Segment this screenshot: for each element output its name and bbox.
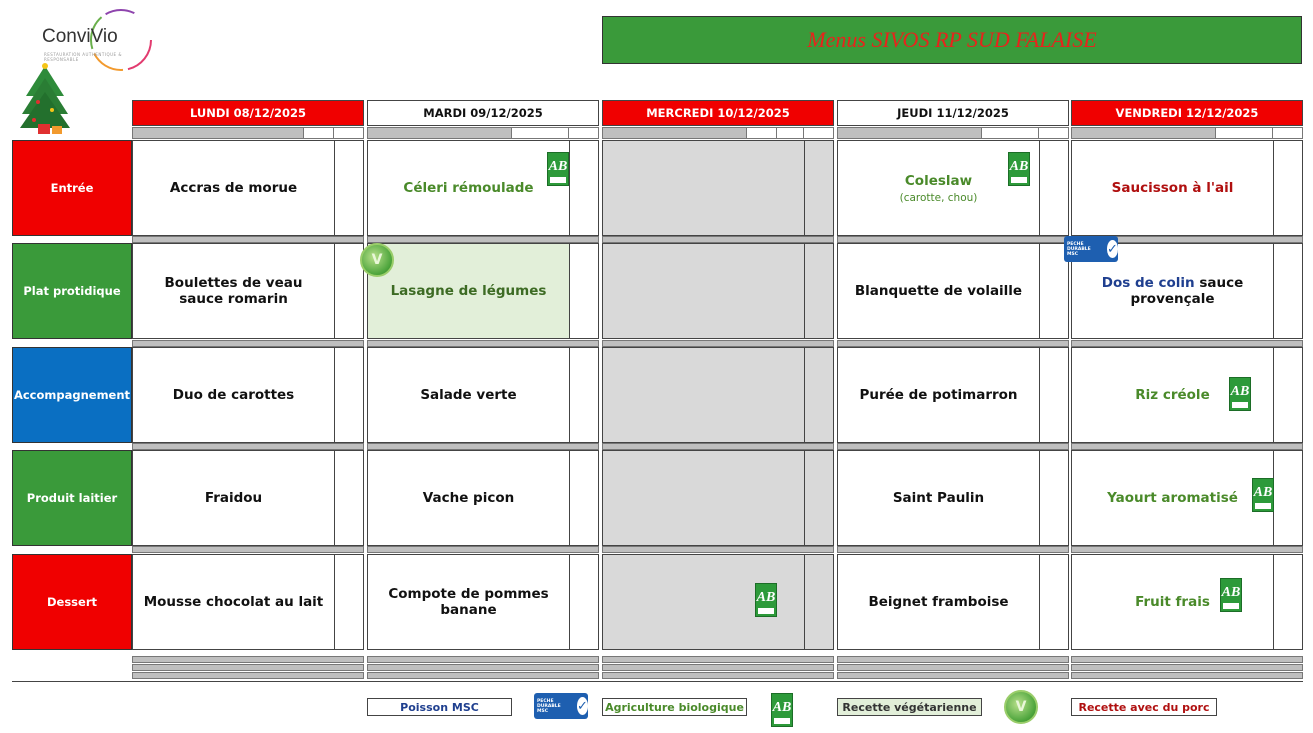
logo-text: ConviVio bbox=[42, 26, 118, 47]
ab-bio-icon: AB bbox=[1220, 578, 1242, 612]
row-separator bbox=[837, 236, 1069, 243]
row-separator bbox=[367, 340, 599, 347]
menu-cell bbox=[132, 347, 364, 443]
msc-fish-icon: PECHE DURABLE MSC ✓ bbox=[534, 693, 588, 719]
menu-title-banner bbox=[602, 16, 1302, 64]
day-header-lundi: LUNDI 08/12/2025 bbox=[132, 100, 364, 126]
day-header-mercredi: MERCREDI 10/12/2025 bbox=[602, 100, 834, 126]
menu-cell bbox=[837, 554, 1069, 650]
legend-vegetarian: Recette végétarienne bbox=[837, 698, 982, 716]
bottom-stripes bbox=[132, 656, 364, 679]
row-separator bbox=[837, 340, 1069, 347]
menu-cell-empty bbox=[602, 347, 834, 443]
menu-cell bbox=[367, 347, 599, 443]
row-label-produit-laitier: Produit laitier bbox=[12, 450, 132, 546]
dish-name: Beignet framboise bbox=[838, 555, 1040, 649]
dish-name bbox=[603, 244, 805, 338]
row-label-plat: Plat protidique bbox=[12, 243, 132, 339]
menu-cell bbox=[132, 554, 364, 650]
menu-cell bbox=[837, 450, 1069, 546]
dish-name: Boulettes de veau sauce romarin bbox=[133, 244, 335, 338]
row-separator bbox=[602, 340, 834, 347]
dish-detail: (carotte, chou) bbox=[899, 191, 978, 204]
dish-name: Céleri rémoulade bbox=[368, 141, 570, 235]
dish-name bbox=[603, 141, 805, 235]
menu-cell bbox=[1071, 554, 1303, 650]
menu-cell-empty bbox=[602, 554, 834, 650]
dish-name: Saucisson à l'ail bbox=[1072, 141, 1274, 235]
row-separator bbox=[367, 236, 599, 243]
dish-name: Riz créole bbox=[1072, 348, 1274, 442]
row-separator bbox=[132, 340, 364, 347]
ab-bio-icon: AB bbox=[1229, 377, 1251, 411]
dish-name: Duo de carottes bbox=[133, 348, 335, 442]
legend-porc: Recette avec du porc bbox=[1071, 698, 1217, 716]
menu-cell bbox=[132, 450, 364, 546]
menu-cell bbox=[837, 347, 1069, 443]
bottom-stripes bbox=[602, 656, 834, 679]
menu-title: Menus SIVOS RP SUD FALAISE bbox=[807, 27, 1097, 52]
row-separator bbox=[367, 443, 599, 450]
bottom-stripes bbox=[837, 656, 1069, 679]
ab-bio-icon: AB bbox=[547, 152, 569, 186]
subheader-bar bbox=[132, 127, 364, 139]
dish-name bbox=[603, 451, 805, 545]
ab-bio-icon: AB bbox=[755, 583, 777, 617]
row-label-entree: Entrée bbox=[12, 140, 132, 236]
vegetarian-icon: V bbox=[360, 243, 394, 277]
bottom-stripes bbox=[1071, 656, 1303, 679]
row-separator bbox=[602, 443, 834, 450]
menu-cell-empty bbox=[602, 243, 834, 339]
day-header-mardi: MARDI 09/12/2025 bbox=[367, 100, 599, 126]
msc-fish-icon: PECHE DURABLE MSC ✓ bbox=[1064, 236, 1118, 262]
row-separator bbox=[1071, 340, 1303, 347]
row-separator bbox=[602, 546, 834, 553]
subheader-bar bbox=[367, 127, 599, 139]
dish-name: Mousse chocolat au lait bbox=[133, 555, 335, 649]
logo-tagline: RESTAURATION AUTHENTIQUE & RESPONSABLE bbox=[44, 52, 122, 62]
row-separator bbox=[1071, 443, 1303, 450]
row-separator bbox=[837, 443, 1069, 450]
row-separator bbox=[132, 236, 364, 243]
dish-name: Yaourt aromatisé bbox=[1072, 451, 1274, 545]
row-separator bbox=[1071, 546, 1303, 553]
row-separator bbox=[132, 546, 364, 553]
day-header-vendredi: VENDREDI 12/12/2025 bbox=[1071, 100, 1303, 126]
dish-name: Saint Paulin bbox=[838, 451, 1040, 545]
row-separator bbox=[367, 546, 599, 553]
row-separator bbox=[837, 546, 1069, 553]
dish-name-msc: Dos de colin bbox=[1101, 275, 1195, 291]
menu-cell bbox=[837, 243, 1069, 339]
ab-bio-icon: AB bbox=[1008, 152, 1030, 186]
menu-cell bbox=[367, 243, 599, 339]
dish-name: Salade verte bbox=[368, 348, 570, 442]
christmas-tree-icon bbox=[18, 62, 72, 136]
dish-name: Fruit frais bbox=[1072, 555, 1274, 649]
day-header-jeudi: JEUDI 11/12/2025 bbox=[837, 100, 1069, 126]
subheader-bar bbox=[602, 127, 834, 139]
subheader-bar bbox=[837, 127, 1069, 139]
dish-name: Lasagne de légumes bbox=[368, 244, 570, 338]
ab-bio-icon: AB bbox=[771, 693, 793, 727]
vegetarian-icon: V bbox=[1004, 690, 1038, 724]
legend-bio: Agriculture biologique bbox=[602, 698, 747, 716]
dish-name: Vache picon bbox=[368, 451, 570, 545]
bottom-divider bbox=[12, 681, 1303, 682]
row-label-dessert: Dessert bbox=[12, 554, 132, 650]
dish-name: Purée de potimarron bbox=[838, 348, 1040, 442]
row-separator bbox=[132, 443, 364, 450]
menu-cell bbox=[132, 140, 364, 236]
menu-cell bbox=[837, 140, 1069, 236]
dish-name: Fraidou bbox=[133, 451, 335, 545]
dish-name: Coleslaw bbox=[904, 172, 973, 189]
subheader-bar bbox=[1071, 127, 1303, 139]
menu-cell bbox=[1071, 140, 1303, 236]
row-separator bbox=[602, 236, 834, 243]
menu-cell bbox=[367, 554, 599, 650]
dish-name: sauce provençale bbox=[1130, 275, 1244, 307]
ab-bio-icon: AB bbox=[1252, 478, 1274, 512]
menu-cell-empty bbox=[602, 140, 834, 236]
dish-name: Compote de pommes banane bbox=[368, 555, 570, 649]
dish-name: Blanquette de volaille bbox=[838, 244, 1040, 338]
legend-msc: Poisson MSC bbox=[367, 698, 512, 716]
menu-cell bbox=[367, 450, 599, 546]
dish-name bbox=[603, 348, 805, 442]
menu-cell-empty bbox=[602, 450, 834, 546]
row-label-accompagnement: Accompagnement bbox=[12, 347, 132, 443]
bottom-stripes bbox=[367, 656, 599, 679]
dish-name: Accras de morue bbox=[133, 141, 335, 235]
menu-cell bbox=[1071, 347, 1303, 443]
menu-cell bbox=[132, 243, 364, 339]
